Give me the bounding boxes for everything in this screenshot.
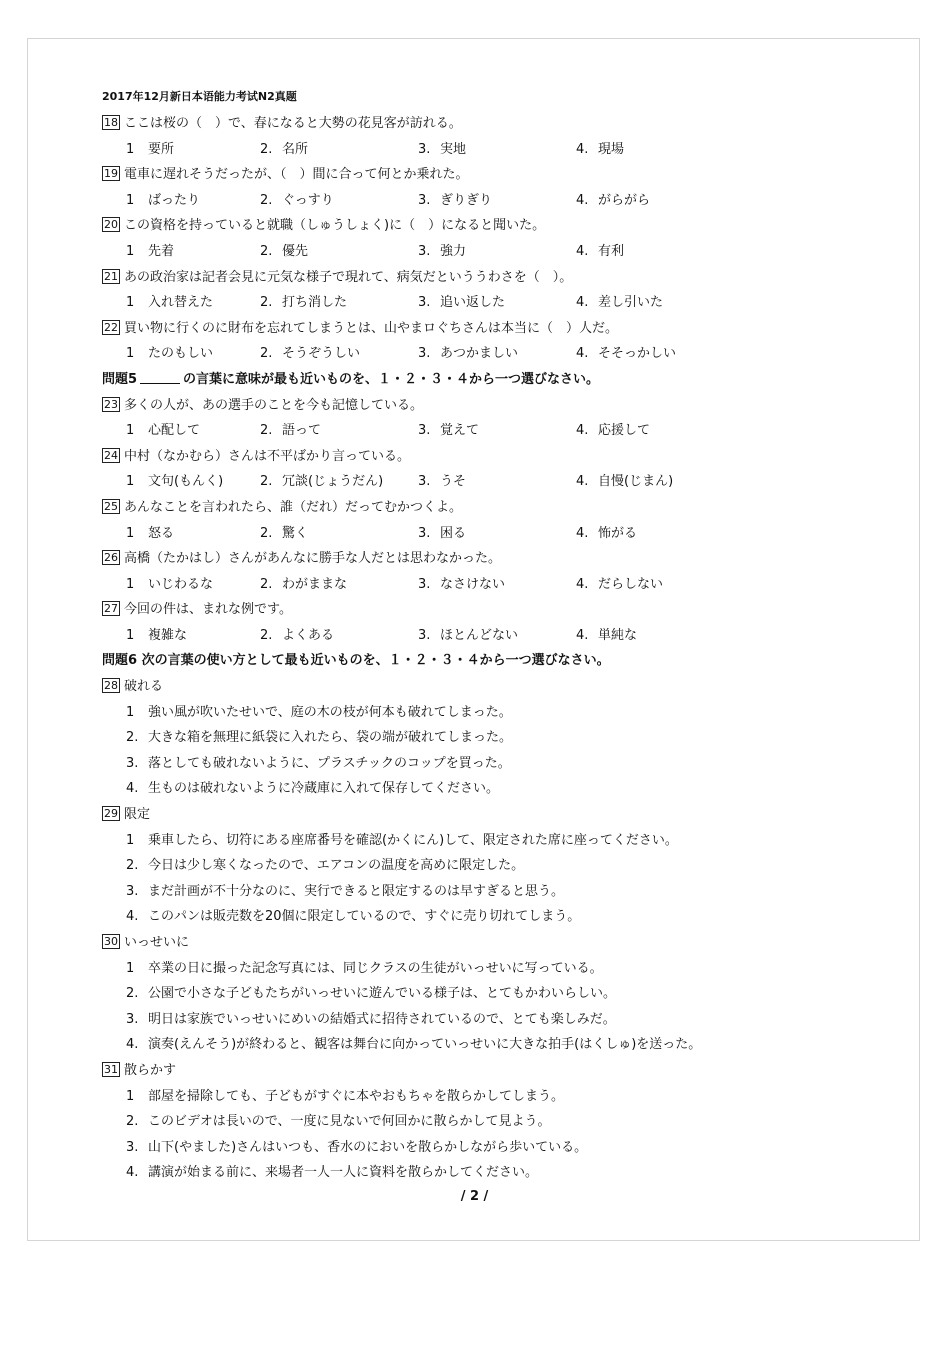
usage-30-1: 1 卒業の日に撮った記念写真には、同じクラスの生徒がいっせいに写っている。 xyxy=(126,960,603,976)
options-18 xyxy=(102,137,902,163)
option-1: 1 文句(もんく) xyxy=(126,474,224,490)
usage-29-2: 2. 今日は少し寒くなったので、エアコンの温度を高めに限定した。 xyxy=(126,858,525,874)
usage-31-1: 1 部屋を掃除しても、子どもがすぐに本やおもちゃを散らかしてしまう。 xyxy=(126,1088,565,1104)
question-text: 今回の件は、まれな例です。 xyxy=(124,602,292,618)
section-6-heading: 問題6 次の言葉の使い方として最も近いものを、１・２・３・４から一つ選びなさい。 xyxy=(102,653,610,669)
usage-31-4: 4. 講演が始まる前に、来場者一人一人に資料を散らかしてください。 xyxy=(126,1165,539,1181)
question-19 xyxy=(102,162,902,188)
document-page xyxy=(27,38,920,1241)
options-22 xyxy=(102,341,902,367)
question-number: 18 xyxy=(104,116,118,129)
question-number: 21 xyxy=(104,269,118,283)
option-1: 1 入れ替えた xyxy=(126,295,214,311)
question-number: 28 xyxy=(104,679,118,693)
question-text: 電車に遅れそうだったが、（ ）間に合って何とか乗れた。 xyxy=(124,167,469,183)
option-3: 3. ほとんどない xyxy=(418,627,519,643)
option-1: 1 要所 xyxy=(126,141,175,157)
question-text: 高橋（たかはし）さんがあんなに勝手な人だとは思わなかった。 xyxy=(124,551,502,567)
option-4: 4. 単純な xyxy=(576,627,638,643)
question-number: 22 xyxy=(104,320,118,334)
option-4: 4. だらしない xyxy=(576,576,664,592)
usage-29-4: 4. このパンは販売数を20個に限定しているので、すぐに売り切れてしまう。 xyxy=(126,909,581,925)
section-5-heading: 問題5 の言葉に意味が最も近いものを、１・２・３・４から一つ選びなさい。 xyxy=(102,371,600,387)
option-3: 3. ぎりぎり xyxy=(418,192,493,208)
option-2: 2. 打ち消した xyxy=(260,295,348,311)
question-word: 散らかす xyxy=(124,1062,177,1078)
option-2: 2. そうぞうしい xyxy=(260,346,361,362)
option-4: 4. 自慢(じまん) xyxy=(576,474,674,490)
question-18 xyxy=(102,111,902,137)
question-word: いっせいに xyxy=(124,935,190,950)
option-2: 2. 語って xyxy=(260,423,322,439)
question-text: この資格を持っていると就職（しゅうしょく)に（ ）になると聞いた。 xyxy=(124,218,546,234)
question-number: 24 xyxy=(104,448,118,462)
option-4: 4. 現場 xyxy=(576,141,625,157)
option-3: 3. 覚えて xyxy=(418,423,480,439)
option-3: 3. うそ xyxy=(418,474,467,490)
question-number: 19 xyxy=(104,167,118,181)
usage-30-2: 2. 公園で小さな子どもたちがいっせいに遊んでいる様子は、とてもかわいらしい。 xyxy=(126,986,617,1002)
option-3: 3. 追い返した xyxy=(418,295,506,311)
option-4: 4. 差し引いた xyxy=(576,295,664,311)
question-28 xyxy=(102,674,902,700)
question-text: あんなことを言われたら、誰（だれ）だってむかつくよ。 xyxy=(124,499,463,515)
question-text: ここは桜の（ ）で、春になると大勢の花見客が訪れる。 xyxy=(124,116,462,131)
question-number: 26 xyxy=(104,551,118,565)
option-3: 3. 強力 xyxy=(418,243,467,259)
option-1: 1 ばったり xyxy=(126,192,201,208)
question-30 xyxy=(102,930,902,956)
option-1: 1 たのもしい xyxy=(126,346,214,362)
question-number: 30 xyxy=(104,935,118,948)
option-4: 4. 有利 xyxy=(576,243,625,259)
usage-28-3: 3. 落としても破れないように、プラスチックのコップを買った。 xyxy=(126,755,511,771)
options-20 xyxy=(102,239,902,265)
option-1: 1 心配して xyxy=(126,423,201,439)
question-text: あの政治家は記者会見に元気な様子で現れて、病気だといううわさを（ ）。 xyxy=(124,269,573,285)
option-1: 1 怒る xyxy=(126,525,175,541)
options-19 xyxy=(102,188,902,214)
question-26 xyxy=(102,546,902,572)
options-21 xyxy=(102,290,902,316)
question-number: 29 xyxy=(104,807,118,821)
option-2: 2. 名所 xyxy=(260,141,309,157)
option-3: 3. あつかましい xyxy=(418,346,519,362)
options-23 xyxy=(102,418,902,444)
question-text: 多くの人が、あの選手のことを今も記憶している。 xyxy=(124,397,424,413)
underline-blank xyxy=(140,371,180,384)
option-3: 3. なさけない xyxy=(418,576,506,592)
option-1: 1 先着 xyxy=(126,243,175,259)
question-word: 破れる xyxy=(124,679,164,695)
option-2: 2. ぐっすり xyxy=(260,192,334,208)
question-22 xyxy=(102,316,902,342)
usage-30-3: 3. 明日は家族でいっせいにめいの結婚式に招待されているので、とても楽しみだ。 xyxy=(126,1011,616,1027)
option-2: 2. 冗談(じょうだん) xyxy=(260,474,384,490)
question-29 xyxy=(102,802,902,828)
options-24 xyxy=(102,469,902,495)
usage-28-1: 1 強い風が吹いたせいで、庭の木の枝が何本も破れてしまった。 xyxy=(126,704,512,720)
question-25 xyxy=(102,495,902,521)
option-3: 3. 困る xyxy=(418,525,467,541)
option-2: 2. 驚く xyxy=(260,525,309,541)
question-20 xyxy=(102,213,902,239)
usage-30-4: 4. 演奏(えんそう)が終わると、観客は舞台に向かっていっせいに大きな拍手(はくしゅ)を送った。 xyxy=(126,1037,702,1053)
document-header: 2017年12月新日本语能力考试N2真题 xyxy=(102,90,297,103)
page-number: / 2 / xyxy=(460,1189,489,1204)
option-2: 2. よくある xyxy=(260,627,335,643)
question-24 xyxy=(102,444,902,470)
option-2: 2. 優先 xyxy=(260,243,309,259)
question-23 xyxy=(102,393,902,419)
question-number: 25 xyxy=(104,499,118,513)
question-word: 限定 xyxy=(124,807,151,823)
question-number: 20 xyxy=(104,218,118,232)
question-number: 31 xyxy=(104,1062,118,1076)
option-4: 4. がらがら xyxy=(576,192,651,208)
option-4: 4. 怖がる xyxy=(576,525,638,541)
options-26 xyxy=(102,572,902,598)
options-27 xyxy=(102,623,902,649)
option-1: 1 いじわるな xyxy=(126,576,214,592)
option-3: 3. 実地 xyxy=(418,141,467,157)
question-number: 27 xyxy=(104,602,118,616)
option-2: 2. わがままな xyxy=(260,576,348,592)
option-1: 1 複雑な xyxy=(126,627,188,643)
usage-29-1: 1 乗車したら、切符にある座席番号を確認(かくにん)して、限定された席に座ってください。 xyxy=(126,832,678,848)
question-number: 23 xyxy=(104,397,118,411)
option-4: 4. そそっかしい xyxy=(576,346,677,362)
document-content xyxy=(102,87,902,1186)
question-31 xyxy=(102,1058,902,1084)
usage-31-2: 2. このビデオは長いので、一度に見ないで何回かに散らかして見よう。 xyxy=(126,1114,551,1130)
question-27 xyxy=(102,597,902,623)
options-25 xyxy=(102,521,902,547)
usage-29-3: 3. まだ計画が不十分なのに、実行できると限定するのは早すぎると思う。 xyxy=(126,883,565,899)
question-text: 中村（なかむら）さんは不平ばかり言っている。 xyxy=(124,448,411,464)
question-21 xyxy=(102,265,902,291)
usage-31-3: 3. 山下(やました)さんはいつも、香水のにおいを散らかしながら歩いている。 xyxy=(126,1139,588,1155)
usage-28-2: 2. 大きな箱を無理に紙袋に入れたら、袋の端が破れてしまった。 xyxy=(126,730,513,746)
option-4: 4. 応援して xyxy=(576,423,651,439)
question-text: 買い物に行くのに財布を忘れてしまうとは、山やまロぐちさんは本当に（ ）人だ。 xyxy=(124,320,619,336)
usage-28-4: 4. 生ものは破れないように冷蔵庫に入れて保存してください。 xyxy=(126,781,500,797)
